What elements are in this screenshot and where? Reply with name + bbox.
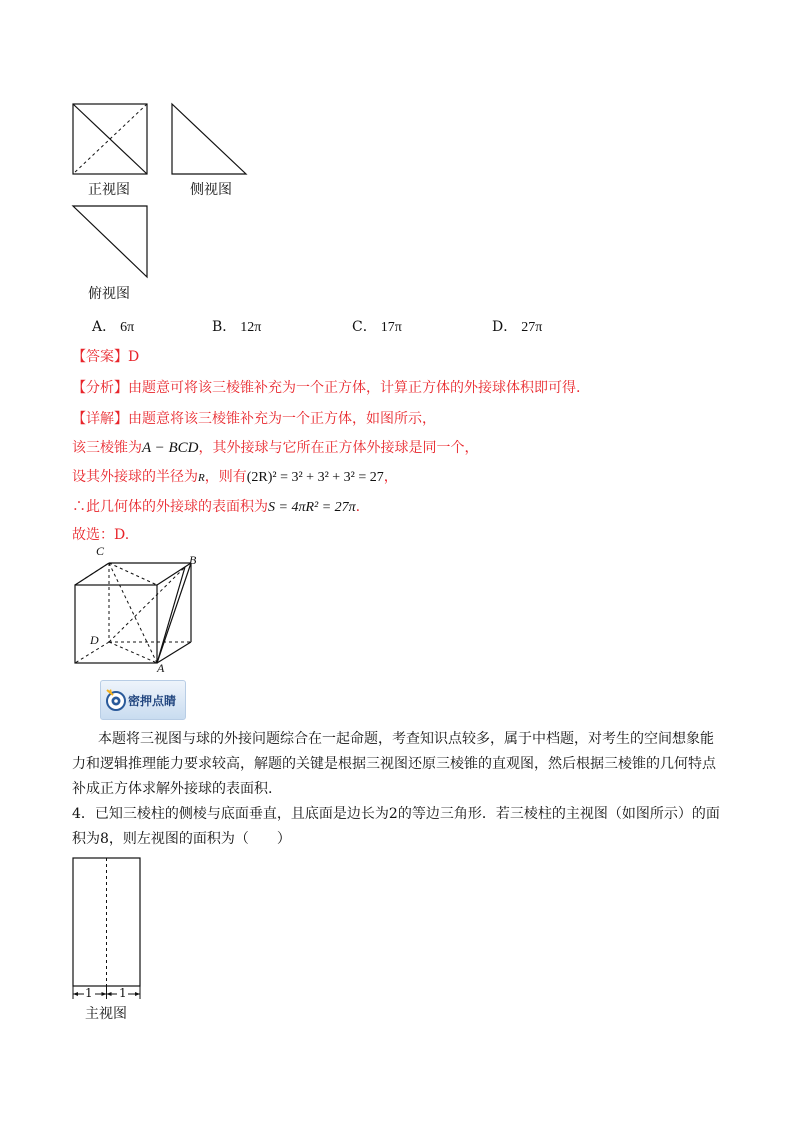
detail-line-3-mid: ，则有 [204, 469, 247, 485]
cube-label-c: C [96, 544, 105, 558]
detail-line-2 [72, 437, 479, 457]
question-4-line-1 [72, 802, 720, 827]
detail-line-3-var: R [198, 472, 205, 484]
cube-label-a: A [157, 661, 165, 675]
detail-line-3 [72, 466, 398, 486]
answer-line [72, 346, 139, 366]
badge-text: 密押点睛 [128, 694, 177, 708]
side-view-figure [171, 103, 247, 175]
summary-line-2: 力和逻辑推理能力要求较高，解题的关键是根据三视图还原三棱锥的直观图，然后根据三棱锥的几何特点 [72, 756, 716, 772]
detail-line-4-post: . [355, 499, 361, 515]
option-a-value: 6π [120, 320, 135, 335]
front-view-figure [72, 103, 148, 175]
question-4-text-1: 已知三棱柱的侧棱与底面垂直，且底面是边长为2的等边三角形．若三棱柱的主视图（如图所示）的面 [94, 806, 720, 822]
detail-line-3-math: (2R)² = 3² + 3² + 3² = 27 [246, 470, 384, 485]
option-b [212, 316, 261, 336]
detail-line-2-post: ，其外接球与它所在正方体外接球是同一个， [198, 440, 479, 456]
main-view-caption: 主视图 [85, 1006, 127, 1022]
option-c [352, 316, 402, 336]
option-a-letter: A． [92, 319, 117, 335]
question-4-line-2: 积为8，则左视图的面积为（ ） [72, 831, 291, 847]
detail-line-2-math: A − BCD [142, 440, 199, 456]
detail-line-4-pre: ∴此几何体的外接球的表面积为 [72, 499, 268, 515]
detail-line-2-pre: 该三棱锥为 [72, 440, 142, 456]
detail-line-1-text: 由题意将该三棱锥补充为一个正方体，如图所示， [128, 411, 436, 427]
front-view-caption: 正视图 [88, 182, 130, 198]
target-icon [105, 688, 127, 712]
option-d-letter: D． [492, 319, 518, 335]
top-view-figure [72, 205, 148, 278]
tips-badge [100, 680, 186, 720]
option-d [492, 316, 542, 336]
option-a [92, 316, 134, 336]
answer-text: D [128, 349, 140, 365]
detail-line-3-pre: 设其外接球的半径为 [72, 469, 198, 485]
cube-figure [72, 545, 206, 673]
side-view-caption: 侧视图 [190, 182, 232, 198]
summary-line-3: 补成正方体求解外接球的表面积. [72, 781, 273, 797]
option-c-letter: C． [352, 319, 377, 335]
detail-line-1 [72, 408, 436, 428]
option-b-letter: B． [212, 319, 237, 335]
detail-line-4 [72, 496, 360, 516]
analysis-tag: 【分析】 [72, 380, 128, 396]
cube-label-d: D [90, 633, 99, 647]
question-4-number: 4． [72, 806, 95, 822]
answer-tag: 【答案】 [72, 349, 128, 365]
cube-label-b: B [189, 553, 197, 567]
main-view-figure [72, 857, 142, 1001]
detail-tag: 【详解】 [72, 411, 128, 427]
main-view-dim-right: 1 [119, 986, 127, 1000]
detail-line-5: 故选：D. [72, 527, 130, 543]
detail-line-3-post: ， [383, 469, 398, 485]
top-view-caption: 俯视图 [88, 286, 130, 302]
detail-line-4-math: S = 4πR² = 27π [268, 500, 356, 515]
analysis-line [72, 377, 580, 397]
option-b-value: 12π [240, 320, 262, 335]
option-d-value: 27π [521, 320, 543, 335]
main-view-dim-left: 1 [85, 986, 93, 1000]
analysis-text: 由题意可将该三棱锥补充为一个正方体，计算正方体的外接球体积即可得. [128, 380, 581, 396]
option-c-value: 17π [380, 320, 402, 335]
summary-line-1: 本题将三视图与球的外接问题综合在一起命题，考查知识点较多，属于中档题，对考生的空间想象能 [98, 731, 714, 747]
